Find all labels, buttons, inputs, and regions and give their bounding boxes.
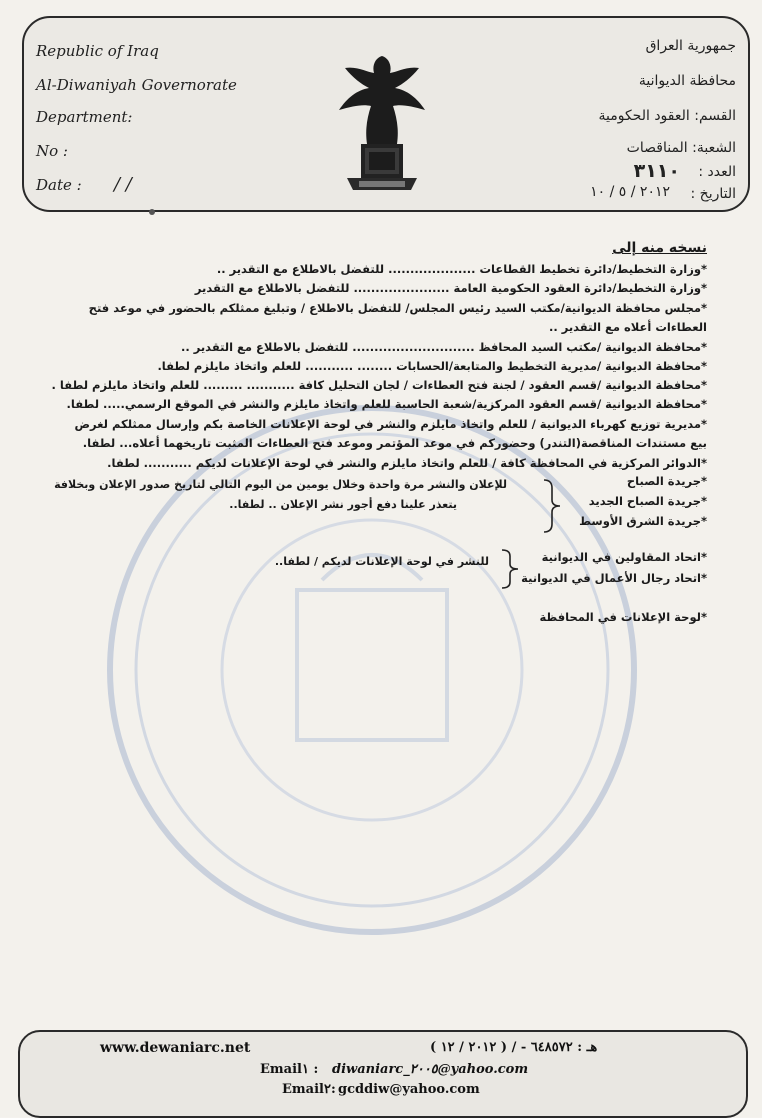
email2-label: Email٢: bbox=[282, 1082, 336, 1097]
en-date: Date : bbox=[36, 176, 82, 194]
en-number: No : bbox=[36, 142, 68, 160]
email1-value: diwaniarc_٢٠٠٥@yahoo.com bbox=[332, 1062, 529, 1077]
unions-block bbox=[50, 550, 707, 590]
en-country: Republic of Iraq bbox=[36, 42, 159, 60]
brace-icon bbox=[540, 478, 562, 534]
footer bbox=[18, 1030, 748, 1118]
ar-date-label: التاريخ : bbox=[690, 186, 736, 202]
ar-division: الشعبة: المناقصات bbox=[626, 140, 736, 156]
ar-department: القسم: العقود الحكومية bbox=[598, 108, 736, 124]
board-block bbox=[50, 610, 707, 630]
ar-governorate: محافظة الديوانية bbox=[638, 73, 736, 89]
email1-label: Email١ : bbox=[260, 1062, 319, 1077]
ar-country: جمهورية العراق bbox=[645, 38, 736, 54]
distribution-list bbox=[50, 262, 707, 662]
distribution-line: *محافظة الديوانية /مديرية التخطيط والمتابعة/الحسابات ........ ........... للعلم واتخاذ مايلزم لطفا. bbox=[157, 359, 707, 373]
en-governorate: Al-Diwaniyah Governorate bbox=[36, 76, 237, 94]
notice-board-item: *لوحة الإعلانات في المحافظة bbox=[539, 610, 707, 624]
distribution-line: *محافظة الديوانية /مكتب السيد المحافظ ............................ للتفضل بالاطلاع مع التقدير .. bbox=[180, 340, 707, 354]
eagle-emblem-icon bbox=[327, 48, 437, 198]
unions-note: للنشر في لوحة الإعلانات لديكم / لطفا.. bbox=[274, 555, 489, 568]
union-item: *اتحاد المقاولين في الديوانية bbox=[541, 550, 707, 564]
phone-number: هـ : ٦٤٨٥٧٢ - / ( ٢٠١٢ / ١٢ ) bbox=[430, 1040, 598, 1055]
letterhead bbox=[22, 16, 750, 212]
ar-date-value: ٢٠١٢ / ٥ / ١٠ bbox=[590, 184, 670, 200]
distribution-line: *مجلس محافظة الديوانية/مكتب السيد رئيس المجلس/ للتفضل بالاطلاع / وتبليغ ممثلكم بالحضور في موعد فتح bbox=[88, 301, 707, 315]
copy-to-heading: نسخه منه إلى bbox=[612, 240, 707, 256]
en-date-slashes: / / bbox=[114, 174, 132, 195]
en-department: Department: bbox=[36, 108, 133, 126]
newspapers-note: يتعذر علينا دفع أجور نشر الإعلان .. لطفا.. bbox=[229, 498, 457, 511]
distribution-line: *مديرية توزيع كهرباء الديوانية / للعلم واتخاذ مايلزم والنشر في لوحة الإعلانات الخاصة بكم وإرسال ممثلكم لغرض bbox=[74, 417, 707, 431]
union-item: *اتحاد رجال الأعمال في الديوانية bbox=[521, 571, 707, 585]
brace-icon bbox=[498, 548, 520, 590]
newspapers-block bbox=[50, 474, 707, 534]
distribution-line: العطاءات أعلاه مع التقدير .. bbox=[548, 320, 707, 334]
ar-number-value: ٣١١٠ bbox=[633, 160, 680, 182]
distribution-line: *وزارة التخطيط/دائرة العقود الحكومية العامة ...................... للتفضل بالاطلاع مع التقدير bbox=[194, 281, 707, 295]
email2-value: gcddiw@yahoo.com bbox=[338, 1082, 480, 1097]
distribution-line: *محافظة الديوانية /قسم العقود المركزية/شعبة الحاسبة للعلم واتخاذ مايلزم والنشر في الموقع الرسمي..... لطفا. bbox=[66, 397, 707, 411]
website-link: www.dewaniarc.net bbox=[100, 1040, 251, 1056]
newspaper-item: *جريدة الصباح الجديد bbox=[588, 494, 707, 508]
distribution-line: *محافظة الديوانية /قسم العقود / لجنة فتح العطاءات / لجان التحليل كافة ........... ......... للعلم واتخاذ مايلزم لطفا . bbox=[51, 378, 707, 392]
distribution-line: *الدوائر المركزية في المحافظة كافة / للعلم واتخاذ مايلزم والنشر في لوحة الإعلانات لديكم ........... لطفا. bbox=[107, 456, 707, 470]
punch-hole bbox=[149, 209, 155, 215]
ar-number-label: العدد : bbox=[698, 164, 736, 180]
newspaper-item: *جريدة الشرق الأوسط bbox=[579, 514, 707, 528]
distribution-line: *وزارة التخطيط/دائرة تخطيط القطاعات .................... للتفضل بالاطلاع مع التقدير .. bbox=[216, 262, 707, 276]
distribution-line: بيع مستندات المناقصة(التندر) وحضوركم في موعد المؤتمر وموعد فتح العطاءات المثبت تاريخهما أعلاه... لطفا. bbox=[82, 436, 707, 450]
newspapers-note: للإعلان والنشر مرة واحدة وخلال يومين من اليوم التالي لتاريخ صدور الإعلان وبخلافة bbox=[54, 478, 507, 491]
newspaper-item: *جريدة الصباح bbox=[626, 474, 707, 488]
